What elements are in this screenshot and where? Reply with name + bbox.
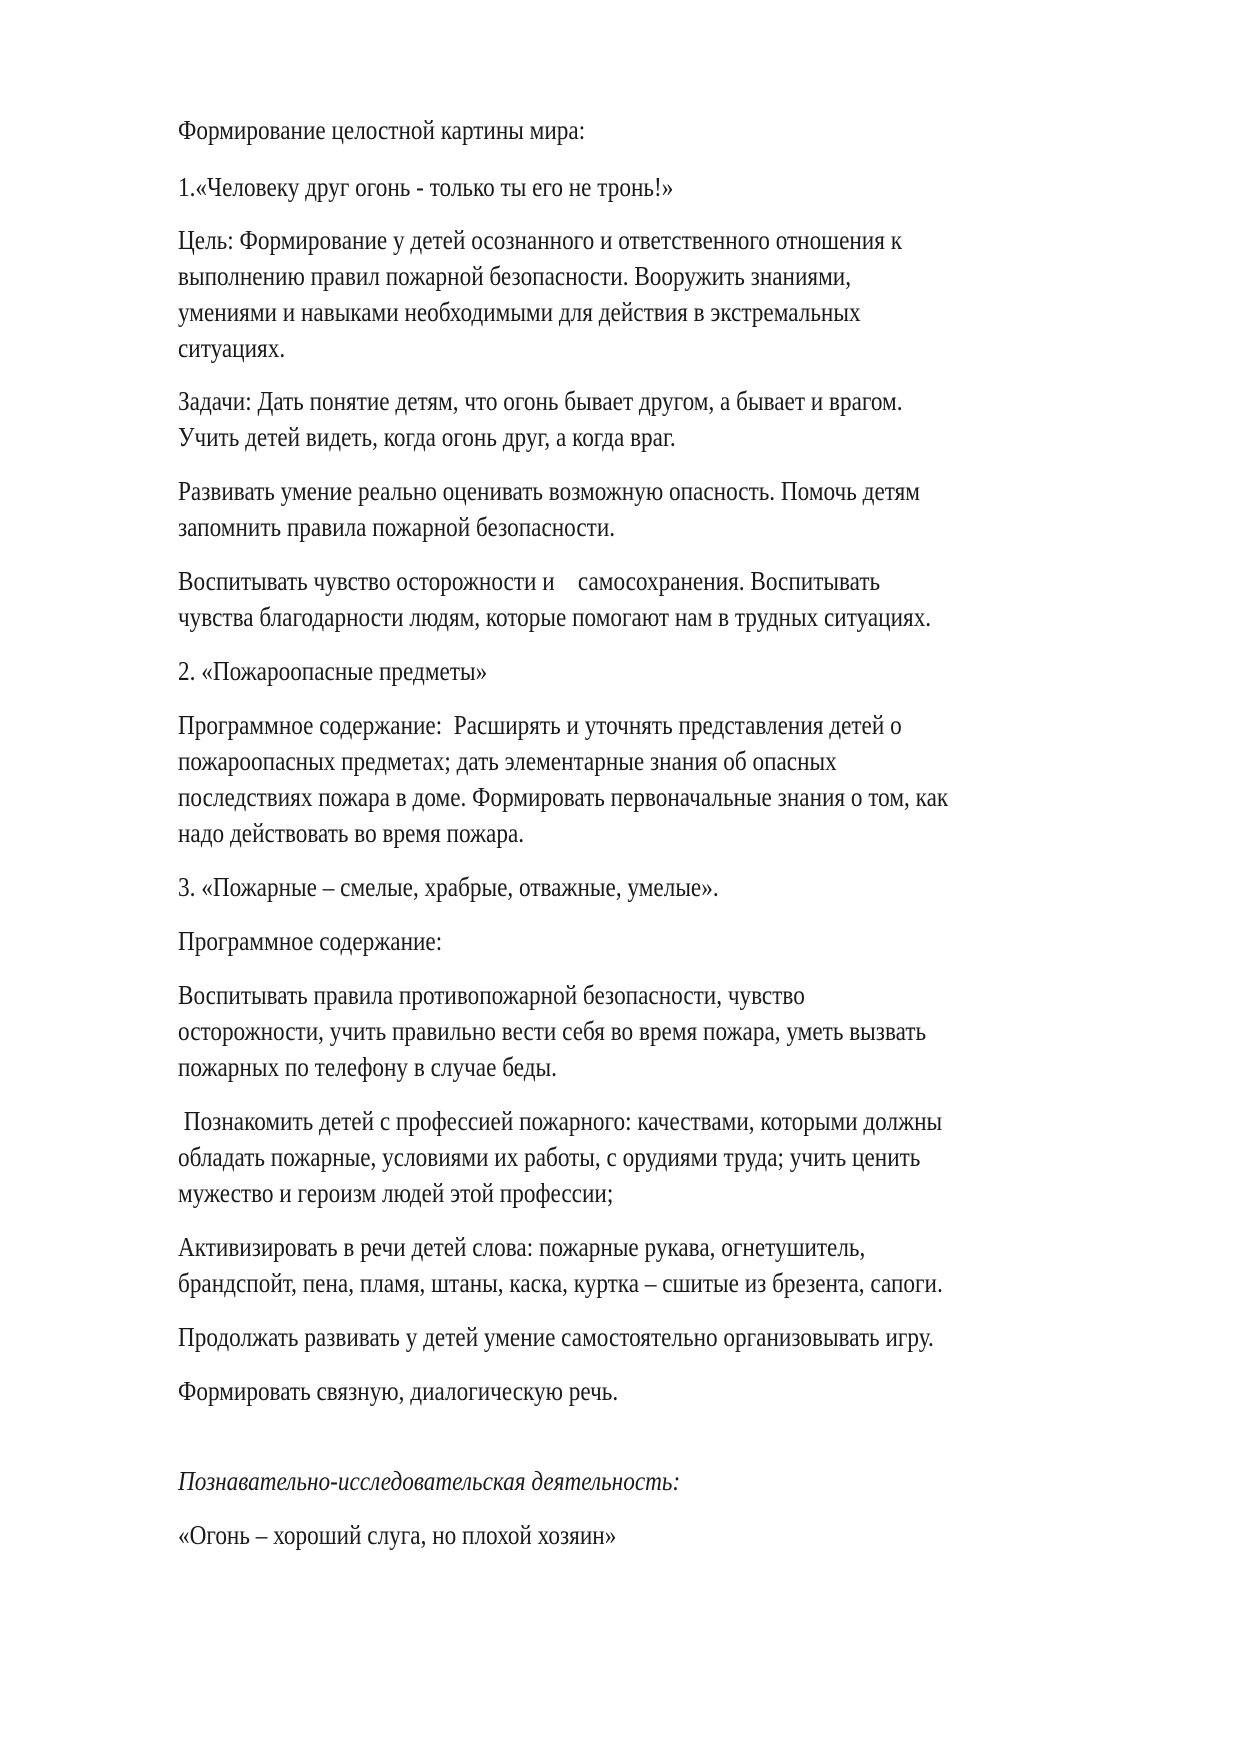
text-line: Формировать связную, диалогическую речь. (178, 1376, 619, 1406)
text-line: 3. «Пожарные – смелые, храбрые, отважные, умелые». (178, 872, 719, 902)
text-line: 2. «Пожароопасные предметы» (178, 656, 488, 686)
text-line: Учить детей видеть, когда огонь друг, а когда враг. (178, 422, 676, 452)
text-line: мужество и героизм людей этой профессии; (178, 1178, 614, 1208)
text-line: Воспитывать чувство осторожности и самосохранения. Воспитывать (178, 566, 881, 596)
text-line: пожароопасных предметах; дать элементарные знания об опасных (178, 746, 837, 776)
text-line: Продолжать развивать у детей умение самостоятельно организовывать игру. (178, 1322, 934, 1352)
text-line: Воспитывать правила противопожарной безопасности, чувство (178, 980, 805, 1010)
text-line: запомнить правила пожарной безопасности. (178, 512, 616, 542)
text-line: обладать пожарные, условиями их работы, с орудиями труда; учить ценить (178, 1142, 921, 1172)
text-line: Программное содержание: (178, 926, 443, 956)
text-line: Развивать умение реально оценивать возможную опасность. Помочь детям (178, 476, 920, 506)
text-line: чувства благодарности людям, которые помогают нам в трудных ситуациях. (178, 602, 932, 632)
text-line: Познакомить детей с профессией пожарного: качествами, которыми должны (178, 1106, 943, 1136)
text-line: пожарных по телефону в случае беды. (178, 1052, 557, 1082)
text-line: последствиях пожара в доме. Формировать первоначальные знания о том, как (178, 782, 949, 812)
text-line: осторожности, учить правильно вести себя во время пожара, уметь вызвать (178, 1016, 927, 1046)
text-line: ситуациях. (178, 333, 286, 363)
text-line: Активизировать в речи детей слова: пожарные рукава, огнетушитель, (178, 1232, 866, 1262)
section-heading: Познавательно-исследовательская деятельность: (178, 1466, 681, 1496)
text-line: Задачи: Дать понятие детям, что огонь бывает другом, а бывает и врагом. (178, 386, 903, 416)
text-line: выполнению правил пожарной безопасности. Вооружить знаниями, (178, 261, 852, 291)
text-line: умениями и навыками необходимыми для действия в экстремальных (178, 297, 861, 327)
text-line: Формирование целостной картины мира: (178, 115, 586, 145)
text-line: «Огонь – хороший слуга, но плохой хозяин» (178, 1520, 617, 1550)
text-line: брандспойт, пена, пламя, штаны, каска, куртка – сшитые из брезента, сапоги. (178, 1268, 943, 1298)
text-line: Цель: Формирование у детей осознанного и ответственного отношения к (178, 225, 902, 255)
text-line: Программное содержание: Расширять и уточнять представления детей о (178, 710, 902, 740)
text-line: 1.«Человеку друг огонь - только ты его не тронь!» (178, 172, 674, 202)
text-line: надо действовать во время пожара. (178, 818, 525, 848)
